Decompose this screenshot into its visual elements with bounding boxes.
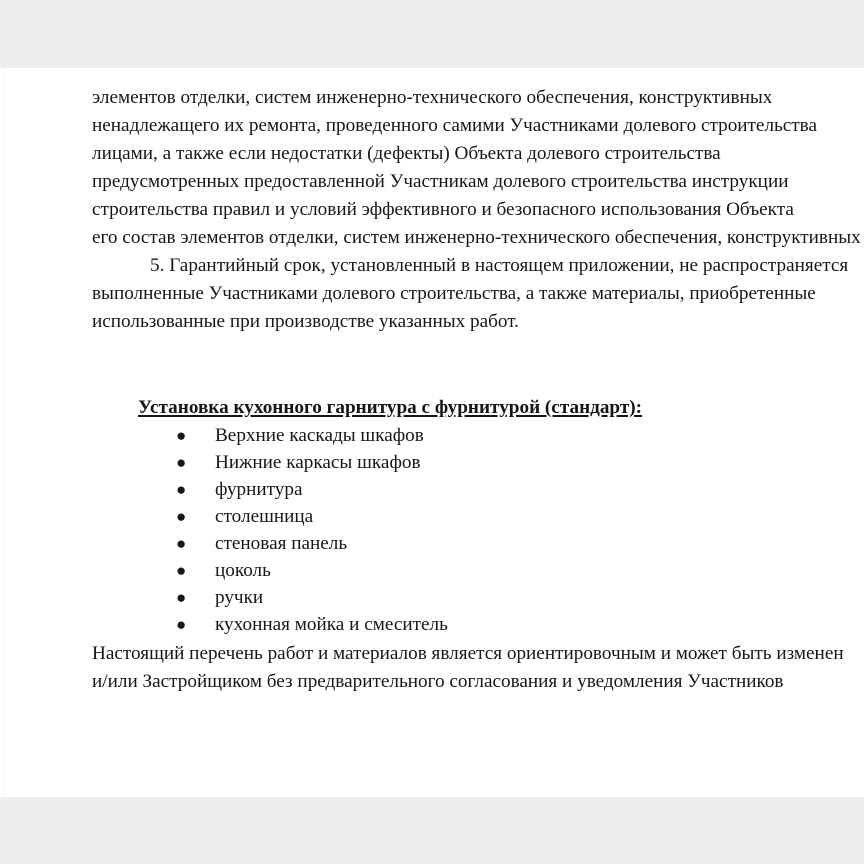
list-item xyxy=(92,476,864,503)
bullet-icon: ● xyxy=(176,561,187,580)
closing-paragraph-line-1: Настоящий перечень работ и материалов является ориентировочным и может быть изменен xyxy=(92,643,844,664)
section-heading-kitchen-installation: Установка кухонного гарнитура с фурнитурой (стандарт): xyxy=(138,397,643,418)
clause-5-line-2: выполненные Участниками долевого строительства, а также материалы, приобретенные xyxy=(92,283,816,304)
list-item-label: фурнитура xyxy=(215,479,303,500)
bullet-icon: ● xyxy=(176,426,187,445)
closing-paragraph-block xyxy=(92,638,864,696)
bullet-icon: ● xyxy=(176,480,187,499)
paragraph-spacer-2 xyxy=(92,364,864,394)
list-item xyxy=(92,422,864,449)
closing-paragraph-line-2: и/или Застройщиком без предварительного согласования и уведомления Участников xyxy=(92,671,784,692)
list-item xyxy=(92,449,864,476)
list-item-label: столешница xyxy=(215,506,314,527)
bullet-icon: ● xyxy=(176,588,187,607)
intro-paragraph-line-3: лицами, а также если недостатки (дефекты) Объекта долевого строительства xyxy=(92,143,721,164)
list-item xyxy=(92,611,864,638)
clause-5-line-3: использованные при производстве указанных работ. xyxy=(92,311,519,332)
list-item-label: Верхние каскады шкафов xyxy=(215,425,424,446)
list-item-label: Нижние каркасы шкафов xyxy=(215,452,421,473)
list-item-label: стеновая панель xyxy=(215,533,348,554)
intro-paragraph-line-5: строительства правил и условий эффективного и безопасного использования Объекта xyxy=(92,199,794,220)
list-item-label: ручки xyxy=(215,587,264,608)
kitchen-items-list xyxy=(92,422,864,638)
list-item xyxy=(92,503,864,530)
scan-bottom-margin-band xyxy=(0,797,864,864)
intro-paragraph-line-6: его состав элементов отделки, систем инженерно-технического обеспечения, конструктивных xyxy=(92,227,861,248)
list-item-label: цоколь xyxy=(215,560,271,581)
bullet-icon: ● xyxy=(176,534,187,553)
intro-paragraph-line-1: элементов отделки, систем инженерно-технического обеспечения, конструктивных xyxy=(92,87,773,108)
bullet-icon: ● xyxy=(176,615,187,634)
scan-edge-artifact xyxy=(3,68,4,797)
list-item xyxy=(92,530,864,557)
document-text-body xyxy=(92,84,864,696)
paragraph-spacer-1 xyxy=(92,336,864,364)
scan-top-margin-band xyxy=(0,0,864,68)
clause-5-line-1: 5. Гарантийный срок, установленный в настоящем приложении, не распространяется xyxy=(150,255,849,276)
list-item xyxy=(92,557,864,584)
document-page-sheet xyxy=(0,68,864,797)
bullet-icon: ● xyxy=(176,507,187,526)
intro-paragraph-line-4: предусмотренных предоставленной Участникам долевого строительства инструкции xyxy=(92,171,789,192)
bullet-icon: ● xyxy=(176,453,187,472)
list-item xyxy=(92,584,864,611)
intro-paragraph-line-2: ненадлежащего их ремонта, проведенного самими Участниками долевого строительства xyxy=(92,115,818,136)
list-item-label: кухонная мойка и смеситель xyxy=(215,614,448,635)
